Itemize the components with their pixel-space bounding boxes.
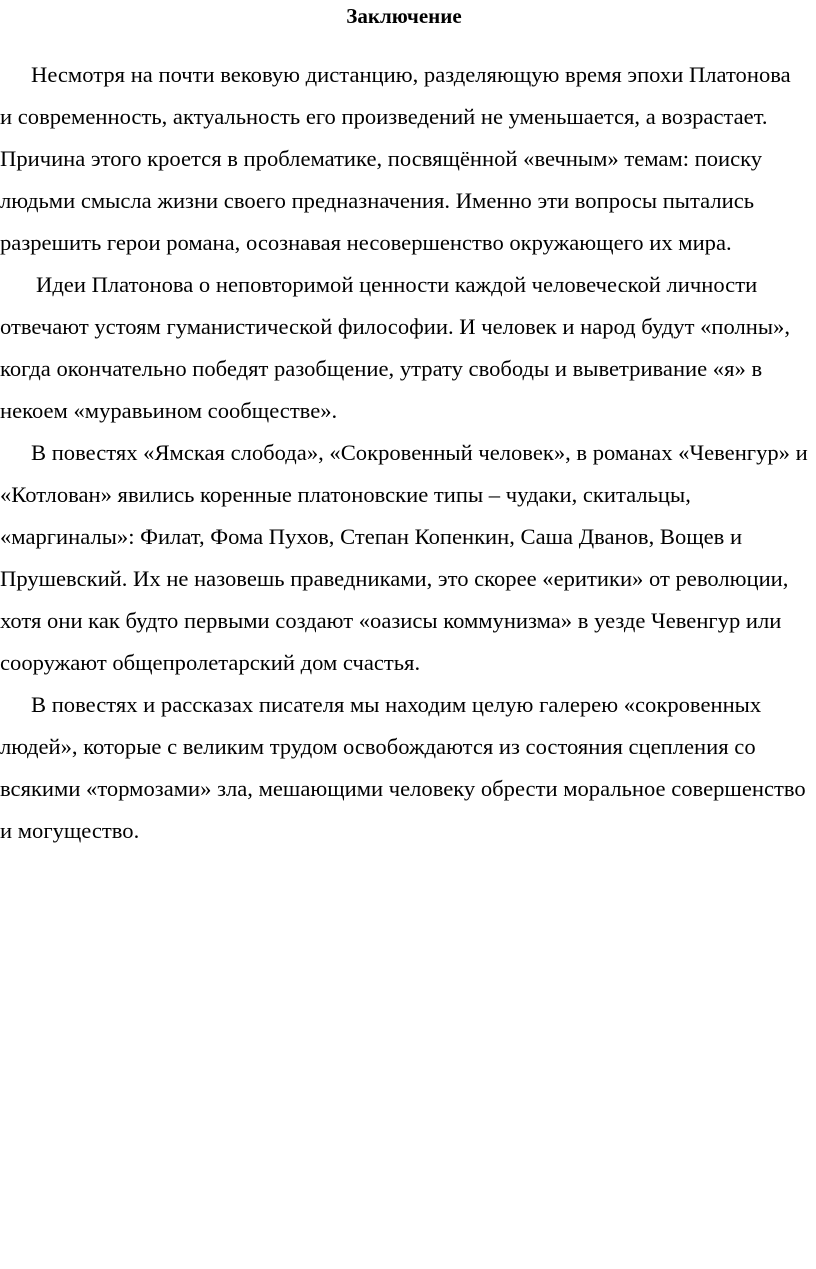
page-title: Заключение (346, 4, 462, 28)
paragraph-1: Несмотря на почти вековую дистанцию, разделяющую время эпохи Платонова и современность, актуальность его произведений не уменьшается, а возрастает. Причина этого кроется в проблематике, посвящённой «вечным» темам: поиску людьми смысла жизни своего предназначения. Именно эти вопросы пытались разрешить герои романа, осознавая несовершенство окружающего их мира. (0, 62, 791, 255)
paragraph-4: В повестях и рассказах писателя мы находим целую галерею «сокровенных людей», которые с великим трудом освобождаются из состояния сцепления со всякими «тормозами» зла, мешающими человеку обрести моральное совершенство и могущество. (0, 692, 806, 843)
paragraph-3: В повестях «Ямская слобода», «Сокровенный человек», в романах «Чевенгур» и «Котлован» явились коренные платоновские типы – чудаки, скитальцы, «маргиналы»: Филат, Фома Пухов, Степан Копенкин, Саша Дванов, Вощев и Прушевский. Их не назовешь праведниками, это скорее «еритики» от революции, хотя они как будто первыми создают «оазисы коммунизма» в уезде Чевенгур или сооружают общепролетарский дом счастья. (0, 440, 808, 675)
paragraph-2: Идеи Платонова о неповторимой ценности каждой человеческой личности отвечают устоям гуманистической философии. И человек и народ будут «полны», когда окончательно победят разобщение, утрату свободы и выветривание «я» в некоем «муравьином сообществе». (0, 272, 791, 423)
